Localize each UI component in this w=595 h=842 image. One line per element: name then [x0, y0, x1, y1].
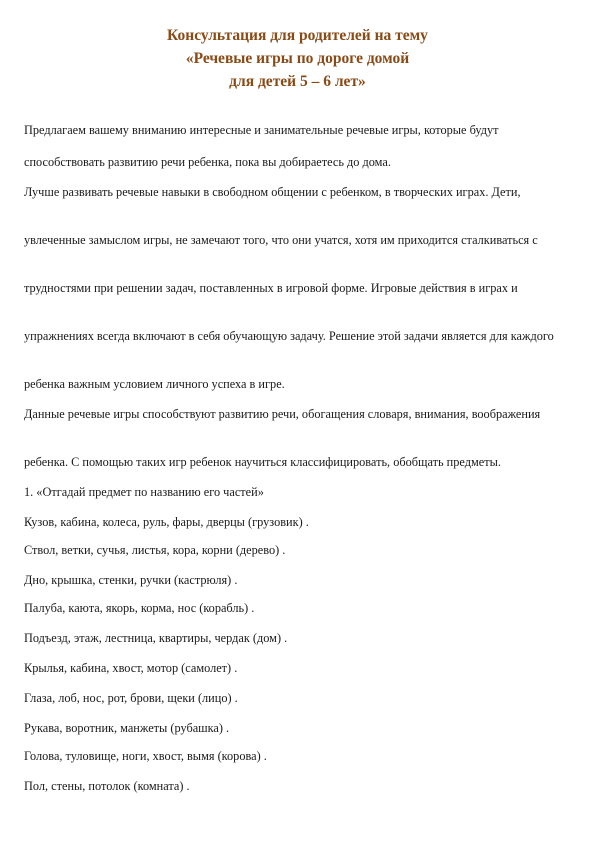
title-line-2: «Речевые игры по дороге домой [185, 50, 410, 67]
paragraph: ребенка. С помощью таких игр ребенок научиться классифицировать, обобщать предметы. [24, 455, 501, 469]
paragraph: трудностями при решении задач, поставленных в игровой форме. Игровые действия в играх и [24, 281, 518, 295]
list-item: Голова, туловище, ноги, хвост, вымя (корова) . [24, 749, 267, 763]
list-item: Пол, стены, потолок (комната) . [24, 779, 190, 793]
list-item: Подъезд, этаж, лестница, квартиры, чердак (дом) . [24, 631, 288, 645]
list-item: Кузов, кабина, колеса, руль, фары, дверцы (грузовик) . [24, 515, 309, 529]
paragraph: ребенка важным условием личного успеха в игре. [24, 377, 285, 391]
paragraph: способствовать развитию речи ребенка, пока вы добираетесь до дома. [24, 155, 391, 169]
list-item: Палуба, каюта, якорь, корма, нос (корабль) . [24, 601, 255, 615]
list-item: Ствол, ветки, сучья, листья, кора, корни (дерево) . [24, 543, 286, 557]
paragraph: упражнениях всегда включают в себя обучающую задачу. Решение этой задачи является для каждого [24, 329, 554, 343]
list-item: Глаза, лоб, нос, рот, брови, щеки (лицо) . [24, 691, 238, 705]
title-line-3: для детей 5 – 6 лет» [229, 73, 366, 90]
document-title [0, 24, 595, 93]
list-item: Крылья, кабина, хвост, мотор (самолет) . [24, 661, 238, 675]
paragraph: Данные речевые игры способствуют развитию речи, обогащения словаря, внимания, воображения [24, 407, 541, 421]
list-item: Дно, крышка, стенки, ручки (кастрюля) . [24, 573, 238, 587]
list-item: Рукава, воротник, манжеты (рубашка) . [24, 721, 230, 735]
paragraph: увлеченные замыслом игры, не замечают того, что они учатся, хотя им приходится сталкиваться с [24, 233, 538, 247]
section-heading: 1. «Отгадай предмет по названию его частей» [24, 485, 264, 499]
paragraph: Лучше развивать речевые навыки в свободном общении с ребенком, в творческих играх. Дети, [24, 185, 521, 199]
paragraph: Предлагаем вашему вниманию интересные и занимательные речевые игры, которые будут [24, 123, 499, 137]
title-line-1: Консультация для родителей на тему [167, 27, 428, 44]
